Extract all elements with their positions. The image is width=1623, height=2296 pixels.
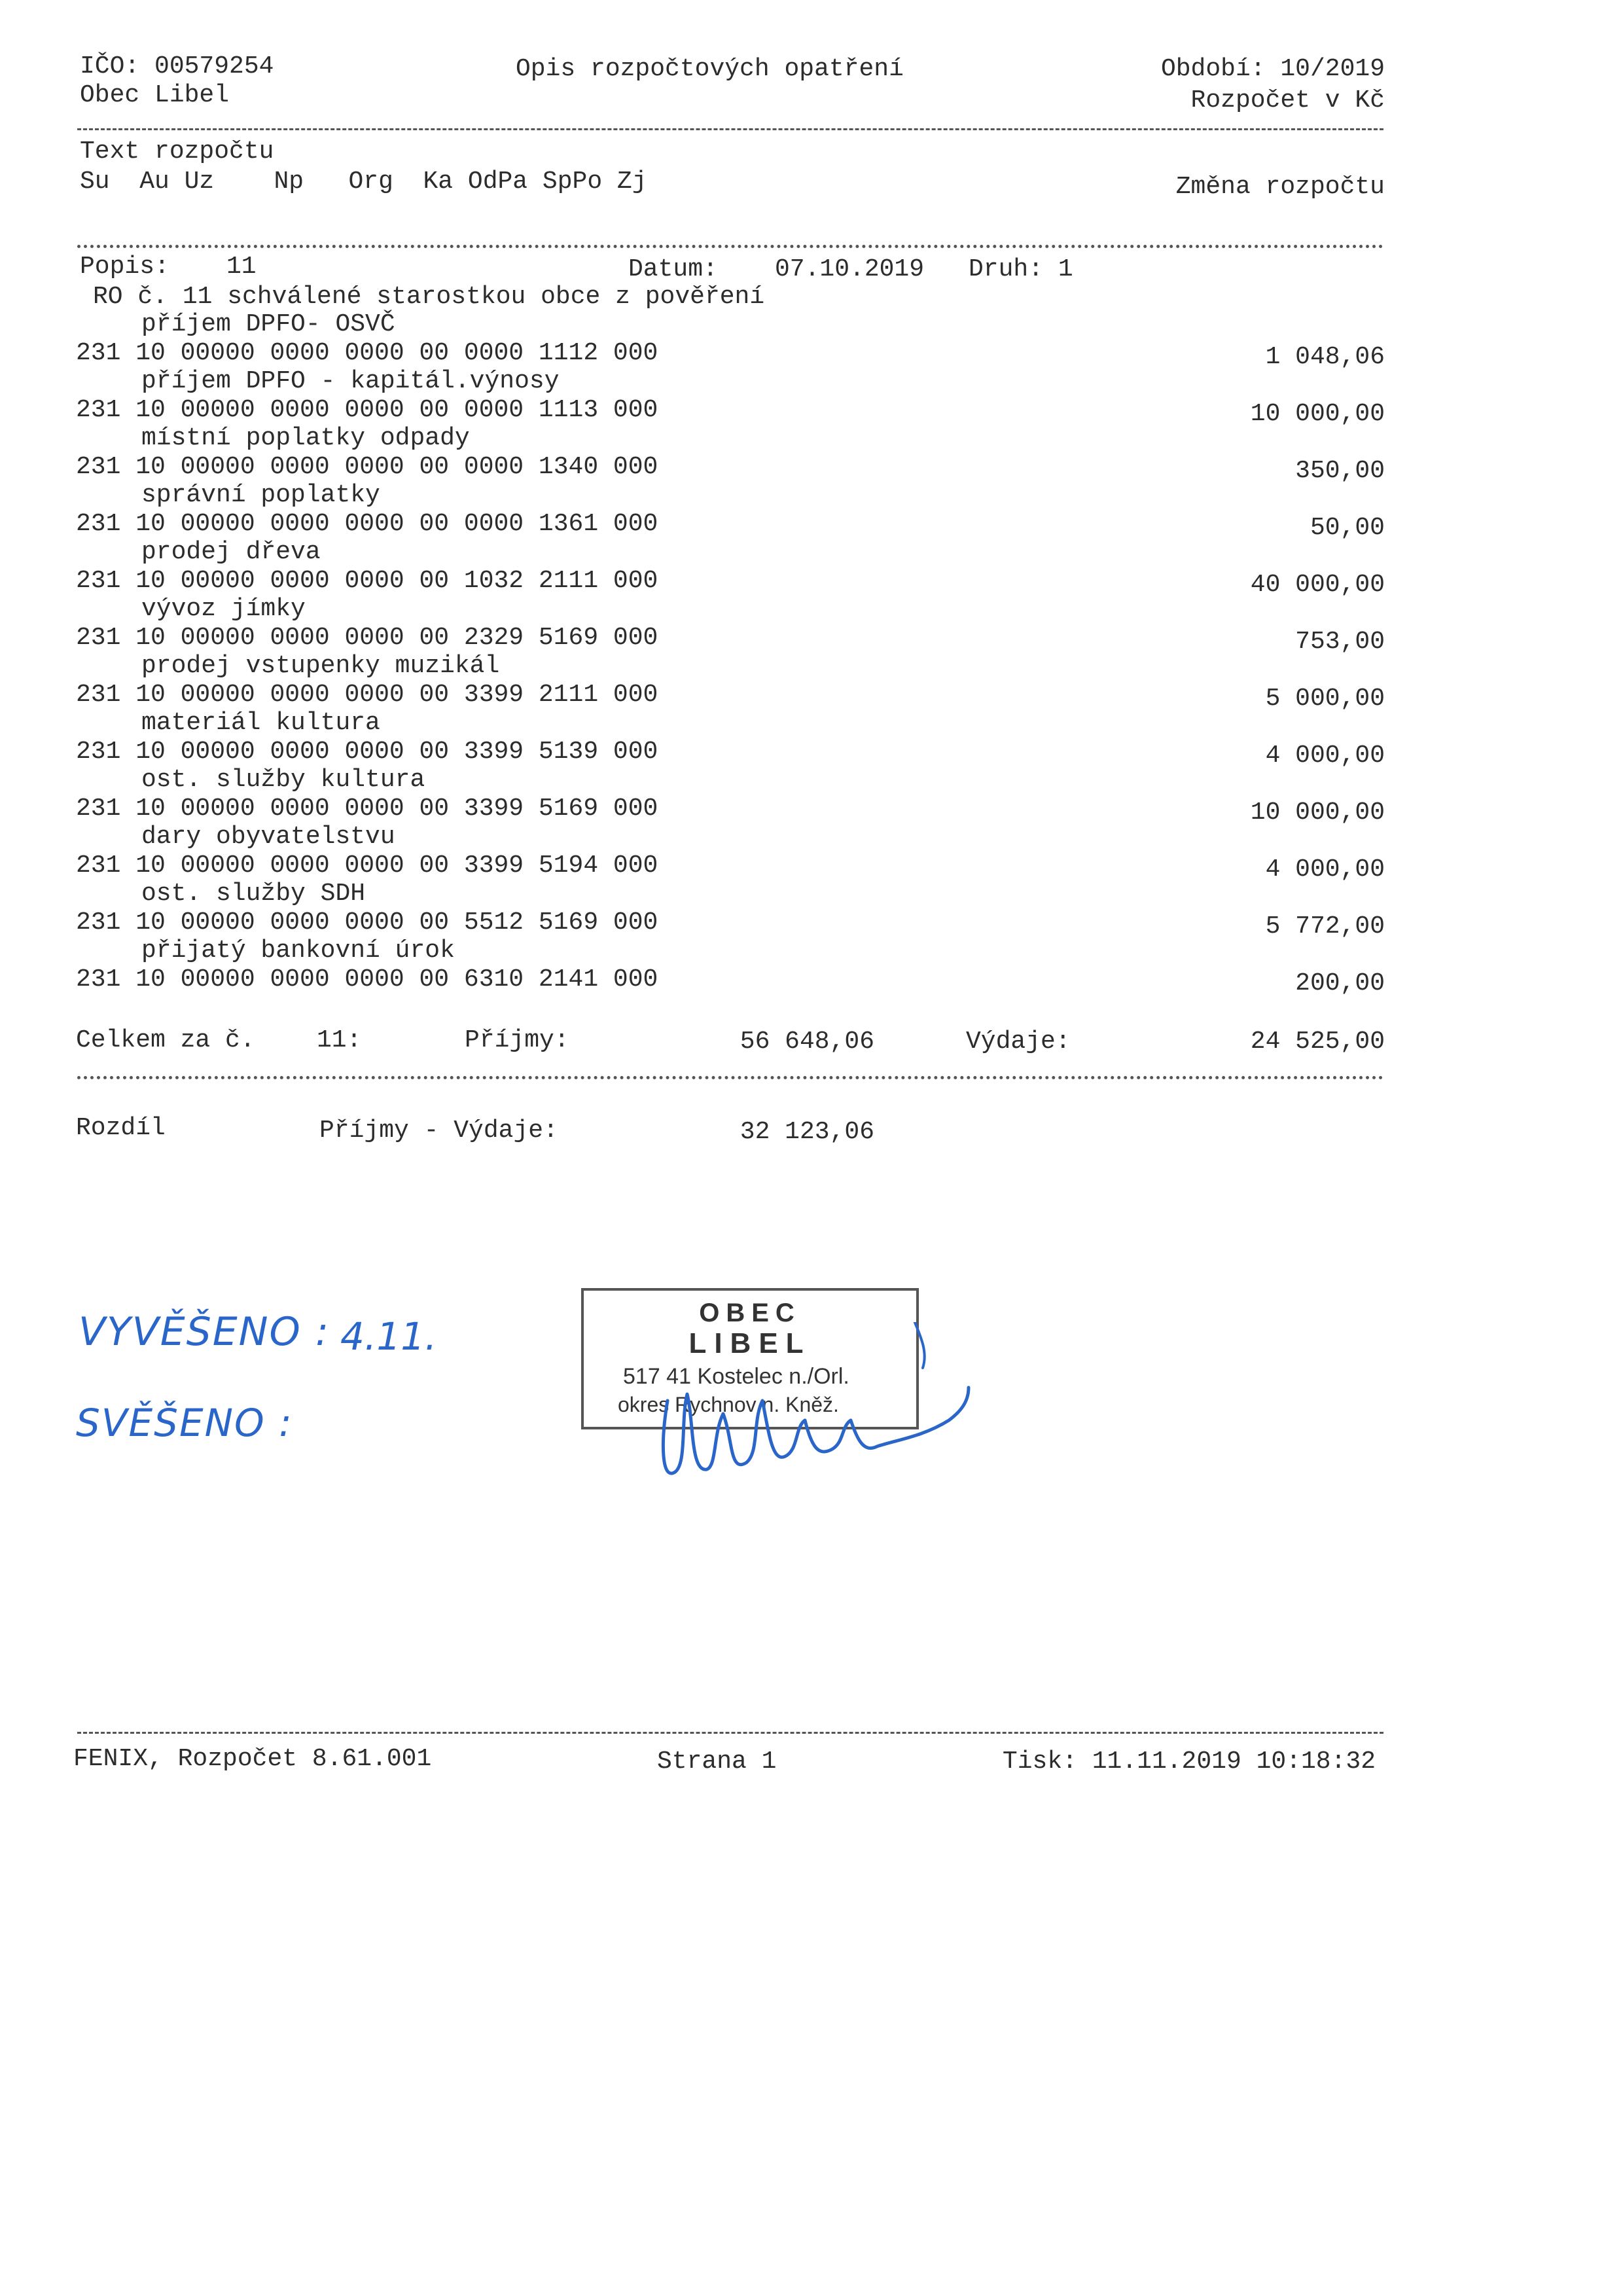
separator-dotted [77,245,1383,248]
popis-number: 11 [226,253,257,281]
column-codes-heading: Su Au Uz Np Org Ka OdPa SpPo Zj [80,168,647,196]
separator-dashed [77,1732,1383,1734]
popis-label: Popis: [80,253,169,281]
datum-label: Datum: [628,255,718,283]
handwritten-posted-date: 4.11. [340,1314,437,1359]
row-code: 231 10 00000 0000 0000 00 5512 5169 000 [76,908,658,937]
row-amount: 10 000,00 [1250,400,1385,428]
expense-label: Výdaje: [966,1028,1071,1056]
row-amount: 4 000,00 [1265,855,1385,884]
row-amount: 4 000,00 [1265,742,1385,770]
expense-total: 24 525,00 [1250,1028,1385,1056]
row-name: vývoz jímky [141,595,306,623]
row-name: prodej dřeva [141,538,321,566]
row-code: 231 10 00000 0000 0000 00 3399 5194 000 [76,852,658,880]
datum-value: 07.10.2019 [775,255,925,283]
separator-dotted [77,1076,1383,1079]
row-name: ost. služby kultura [141,766,425,794]
row-code: 231 10 00000 0000 0000 00 1032 2111 000 [76,567,658,595]
row-amount: 5 000,00 [1265,685,1385,713]
difference-total: 32 123,06 [740,1118,874,1146]
ico: IČO: 00579254 [80,52,274,81]
footer-print-time: Tisk: 11.11.2019 10:18:32 [1002,1748,1376,1776]
stamp-line-4: okres Rychnov n. Kněž. [618,1393,839,1416]
handwritten-removed: SVĚŠENO : [76,1401,293,1445]
totals-number: 11: [317,1026,362,1054]
totals-label: Celkem za č. [76,1026,255,1054]
row-name: materiál kultura [141,709,380,737]
row-name: místní poplatky odpady [141,424,470,452]
row-code: 231 10 00000 0000 0000 00 2329 5169 000 [76,624,658,652]
signature-icon [641,1322,982,1492]
row-name: přijatý bankovní úrok [141,937,455,965]
budget-currency: Rozpočet v Kč [1190,86,1385,115]
row-amount: 5 772,00 [1265,912,1385,941]
footer-software: FENIX, Rozpočet 8.61.001 [73,1745,432,1773]
handwritten-posted: VYVĚŠENO : [79,1309,330,1355]
stamp-line-2: LIBEL [688,1327,812,1359]
separator-dashed [77,128,1383,130]
row-amount: 753,00 [1295,628,1385,656]
row-amount: 1 048,06 [1265,343,1385,371]
stamp-line-1: OBEC [699,1299,801,1327]
row-amount: 350,00 [1295,457,1385,485]
row-code: 231 10 00000 0000 0000 00 0000 1340 000 [76,453,658,481]
measure-description: RO č. 11 schválené starostkou obce z pověření [93,283,765,311]
row-name: příjem DPFO - kapitál.výnosy [141,367,560,395]
period: Období: 10/2019 [1160,55,1385,83]
row-code: 231 10 00000 0000 0000 00 0000 1113 000 [76,396,658,424]
stamp-line-3: 517 41 Kostelec n./Orl. [623,1364,849,1389]
municipality-name: Obec Libel [80,81,230,109]
row-code: 231 10 00000 0000 0000 00 3399 2111 000 [76,681,658,709]
row-name: dary obyvatelstvu [141,823,395,851]
difference-label: Rozdíl [76,1114,166,1142]
row-code: 231 10 00000 0000 0000 00 0000 1361 000 [76,510,658,538]
document-title: Opis rozpočtových opatření [516,55,904,83]
income-total: 56 648,06 [740,1028,874,1056]
druh: Druh: 1 [969,255,1073,283]
row-amount: 50,00 [1310,514,1385,542]
column-change-heading: Změna rozpočtu [1175,173,1385,201]
row-name: ost. služby SDH [141,880,366,908]
row-amount: 10 000,00 [1250,798,1385,827]
column-text-heading: Text rozpočtu [80,137,274,166]
row-amount: 200,00 [1295,969,1385,997]
row-code: 231 10 00000 0000 0000 00 3399 5139 000 [76,738,658,766]
income-label: Příjmy: [465,1026,569,1054]
row-name: prodej vstupenky muzikál [141,652,500,680]
row-name: správní poplatky [141,481,380,509]
row-name: příjem DPFO- OSVČ [141,310,395,338]
row-code: 231 10 00000 0000 0000 00 3399 5169 000 [76,795,658,823]
row-amount: 40 000,00 [1250,571,1385,599]
row-code: 231 10 00000 0000 0000 00 0000 1112 000 [76,339,658,367]
footer-page: Strana 1 [657,1748,777,1776]
difference-expression: Příjmy - Výdaje: [319,1117,558,1145]
row-code: 231 10 00000 0000 0000 00 6310 2141 000 [76,965,658,994]
